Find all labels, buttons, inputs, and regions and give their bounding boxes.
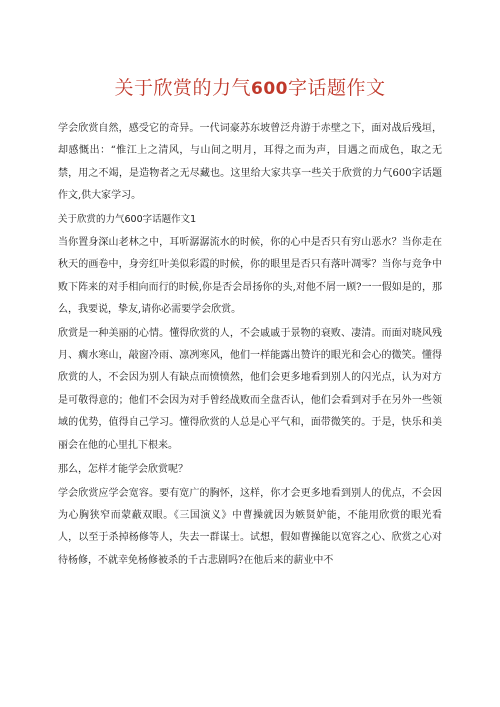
document-body xyxy=(58,118,442,573)
body-paragraph: 当你置身深山老林之中，耳听潺潺流水的时候，你的心中是否只有穷山恶水？当你走在秋天的画卷中，身旁红叶美似彩霞的时候，你的眼里是否只有落叶凋零？当你与竞争中败下阵来的对手相向而行的时候,你是否会昂扬你的头,对他不屑一顾?一一假如是的，那么，我要说，挚友,请你必需要学会欣赏。 xyxy=(58,237,442,316)
body-paragraph: 学会欣赏应学会宽容。要有宽广的胸怀，这样，你才会更多地看到别人的优点，不会因为心胸狭窄而蒙蔽双眼。《三国演义》中曹操就因为嫉贤妒能，不能用欣赏的眼光看人，以至于杀掉杨修等人，失去一群谋士。试想，假如曹操能以宽容之心、欣赏之心对待杨修，不就幸免杨修被杀的千古悲剧吗?在他后来的薪业中不 xyxy=(58,487,442,566)
title-suffix: 字话题作文 xyxy=(288,77,386,99)
question-paragraph: 那么，怎样才能学会欣赏呢？ xyxy=(58,464,188,476)
essay-subheading: 关于欣赏的力气600字话题作文1 xyxy=(58,213,197,225)
body-paragraph: 欣赏是一种美丽的心情。懂得欣赏的人，不会戚戚于景物的衰败、凄清。而面对晓风残月、瘸水寒山，敲窗冷雨、凛冽寒风，他们一样能露出赞许的眼光和会心的微笑。懂得欣赏的人，不会因为别人有缺点而愤愤然，他们会更多地看到别人的闪光点，认为对方是可敬得意的；他们不会因为对手曾经战败而全盘否认，他们会看到对手在另外一些领域的优势，值得自己学习。懂得欣赏的人总是心平气和，面带微笑的。于是，快乐和美丽会在他的心里扎下根来。 xyxy=(58,327,442,451)
intro-paragraph: 学会欣赏自然，感受它的奇异。一代词豪苏东坡曾泛舟游于赤壁之下，面对战后残垣，却感慨出：“惟江上之清风，与山间之明月，耳得之而为声，目遇之而成色，取之无禁，用之不竭，是造物者之无尽藏也。这里给大家共享一些关于欣赏的力气600字话题作文,供大家学习。 xyxy=(58,123,442,202)
title-prefix: 关于欣赏的力气 xyxy=(114,77,251,99)
document-title xyxy=(0,76,500,101)
title-number: 600 xyxy=(251,79,288,99)
